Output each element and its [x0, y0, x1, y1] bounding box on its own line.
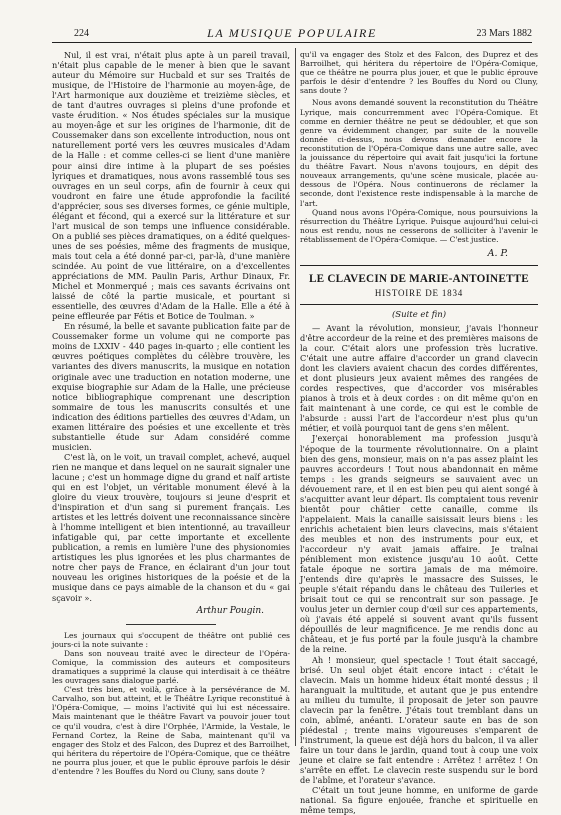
article-subtitle: HISTOIRE DE 1834	[374, 287, 464, 298]
paragraph: C'est là, on le voit, un travail complet, achevé, auquel rien ne manque et dans lequel on ne saurait signaler une lacune ; c'est un hommage digne du grand et naïf artiste qui en est l'objet, un véritable monument élevé à la gloire du vieux trouvère, toujours si jeune d'esprit et d'inspiration et d'un sang si purement français. Les artistes et les lettrés doivent une reconnaissance sincère à l'homme intelligent et bien intentionné, au travailleur infatigable qui, par cette importante et excellente publication, a remis en lumière l'une des physionomies artistiques les plus ignorées et les plus charmantes de notre cher pays de France, en éclairant d'un jour tout nouveau les origines historiques de la poésie et de la musique dans ce pays aimable de la chanson et du « gai sçavoir ».	[52, 451, 290, 603]
notice-paragraph: C'est très bien, et voilà, grâce à la persévérance de M. Carvalho, son but atteint, et le Théâtre Lyrique reconstitué à l'Opéra-Comique, — moins l'activité qui lui est nécessaire. Mais maintenant que le théâtre Favart va pouvoir jouer tout ce qu'il voudra, c'est à dire l'Orphée, l'Armide, la Vestale, le Fernand Cortez, la Reine de Saba, maintenant qu'il va engager des Stolz et des Falcon, des Duprez et des Barroilhet, qui héritera du répertoire de l'Opéra-Comique, que ce théâtre ne pourra plus jouer, et que le public éprouve parfois le désir d'entendre ? les Bouffes du Nord ou Cluny, sans doute ?	[52, 685, 290, 776]
article-paragraph: Ah ! monsieur, quel spectacle ! Tout était saccagé, brisé. Un seul objet était encore intact : c'était le clavecin. Mais un homme hideux était monté dessus ; il haranguait la multitude, et autant que je pus entendre au milieu du tumulte, il proposait de jeter son pauvre clavecin par la fenêtre. J'étais tout tremblant dans un coin, abîmé, anéanti. L'orateur saute en bas de son piédestal ; trente mains vigoureuses s'emparent de l'instrument, la queue est déjà hors du balcon, il va aller faire un tour dans le jardin, quand tout à coup une voix jeune et claire se fait entendre : Arrêtez ! arrêtez ! On s'arrête en effet. Le clavecin reste suspendu sur le bord de l'abîme, et l'orateur s'avance.	[300, 654, 538, 786]
journal-title: LA MUSIQUE POPULAIRE	[207, 26, 377, 40]
notice-intro: Les journaux qui s'occupent de théâtre ont publié ces jours-ci la note suivante :	[52, 630, 290, 649]
article-heading	[300, 265, 538, 305]
notice-paragraph: Quand nous avons l'Opéra-Comique, nous poursuivions la résurrection du Théâtre Lyrique. Puisque aujourd'hui celui-ci nous est rendu, nous ne cesserons de solliciter à l'avenir le rétablissement de l'Opéra-Comique. — C'est justice.	[300, 207, 538, 244]
page-number: 224	[74, 28, 89, 39]
author-signature: Arthur Pougin.	[196, 605, 264, 616]
left-column	[52, 50, 290, 776]
paragraph: Nul, il est vrai, n'était plus apte à un pareil travail, n'était plus capable de le mener à bien que le savant auteur du Mémoire sur Hucbald et sur ses Traités de musique, de l'Histoire de l'harmonie au moyen-âge, de l'Art harmonique aux douzième et treizième siècles, et de tant d'autres ouvrages si pleins d'une profonde et vaste érudition. « Nos études spéciales sur la musique au moyen-âge et sur les origines de l'harmonie, dit de Coussemaker dans son excellente introduction, nous ont naturellement porté vers les œuvres musicales d'Adam de la Halle : et comme celles-ci se lient d'une manière pour ainsi dire intime à la plupart de ses poésies lyriques et dramatiques, nous avons rassemblé tous ses ouvrages en un seul corps, afin de fournir à ceux qui voudront en faire une étude approfondie la facilité d'apprécier, sous ses diverses formes, ce génie multiple, élégant et fécond, qui a exercé sur la littérature et sur l'art musical de son temps une influence considérable. On a publié ses pièces dramatiques, on a édité quelques-unes de ses poésies, même des fragments de musique, mais tout cela a été donné par-ci, par-là, d'une manière scindée. Au point de vue littéraire, on a d'excellentes appréciations de MM. Paulin Paris, Arthur Dinaux, Fr. Michel et Monmerqué ; mais ces savants écrivains ont laissé de côté la partie musicale, et pourtant si essentielle, des œuvres d'Adam de la Halle. Elle a été à peine effleurée par Fétis et Botice de Toulman. »	[52, 50, 290, 322]
notice-paragraph: Dans son nouveau traité avec le directeur de l'Opéra-Comique, la commission des auteurs et compositeurs dramatiques a supprimé la clause qui interdisait à ce théâtre les ouvrages sans dialogue parlé.	[52, 648, 290, 686]
section-divider	[126, 624, 216, 625]
author-initials: A. P.	[487, 247, 508, 259]
right-column	[300, 50, 538, 815]
paragraph: En résumé, la belle et savante publication faite par de Coussemaker forme un volume qui ne comporte pas moins de LXXIV - 440 pages in-quarto ; elle contient les œuvres poétiques complètes du célèbre trouvère, les variantes des divers manuscrits, la musique en notation originale avec une traduction en notation moderne, une exquise biographie sur Adam de la Halle, une précieuse notice bibliographique comprenant une description sommaire de tous les manuscrits consultés et une indication des éditions partielles des œuvres d'Adam, un examen littéraire des poésies et une excellente et très substantielle étude sur Adam considéré comme musicien.	[52, 321, 290, 452]
article-paragraph: — Avant la révolution, monsieur, j'avais l'honneur d'être accordeur de la reine et des premières maisons de la cour. C'était alors une profession très lucrative. C'était une autre affaire d'accorder un grand clavecin dont les claviers avaient chacun des cordes différentes, et dont plusieurs jeux avaient mêmes des rangées de cordes respectives, que d'accorder vos misérables pianos à trois et à deux cordes : on dit même qu'on en fait maintenant à une corde, ce qui est le comble de l'absurde : aussi l'art de l'accordeur n'est plus qu'un métier, et voilà pourquoi tant de gens s'en mêlent.	[300, 322, 538, 434]
page-header	[52, 26, 532, 42]
header-rule	[52, 42, 532, 43]
column-divider	[295, 48, 296, 746]
article-paragraph: C'était un tout jeune homme, en uniforme de garde national. Sa figure enjouée, franche et spirituelle en même temps,	[300, 785, 538, 815]
notice-paragraph: Nous avons demandé souvent la reconstitution du Théâtre Lyrique, mais concurremment avec l'Opéra-Comique. Et comme en dernier théâtre ne peut se dédoubler, et que son genre va évidemment changer, par suite de la nouvelle donnée ci-dessus, nous devons demander encore la reconstitution de l'Opéra-Comique dans une autre salle, avec la jouissance du répertoire qui avait fait jusqu'ici la fortune du théâtre Favart. Nous n'avons toujours, en dépit des nouveaux arrangements, qu'une scène musicale, placée au-dessous de l'Opéra. Nous continuerons de réclamer la seconde, dont l'existence reste indispensable à la marche de l'art.	[300, 98, 538, 208]
issue-date: 23 Mars 1882	[476, 28, 532, 39]
notice-continuation: qu'il va engager des Stolz et des Falcon, des Duprez et des Barroilhet, qui héritera du répertoire de l'Opéra-Comique, que ce théâtre ne pourra plus jouer, et que le public éprouve parfois le désir d'entendre ? les Bouffes du Nord ou Cluny, sans doute ?	[300, 50, 538, 96]
newspaper-page	[52, 26, 538, 815]
continuation-note: (Suite et fin)	[391, 309, 447, 320]
article-paragraph: J'exerçai honorablement ma profession jusqu'à l'époque de la tourmente révolutionnaire. On a plaint bien des gens, monsieur, mais on n'a pas assez plaint les pauvres accordeurs ! Tout nous abandonnait en même temps : les grands seigneurs se sauvaient avec un dévouement rare, et il en est bien peu qui aient songé à s'acquitter avant leur départ. Ils comptaient tous revenir bientôt pour châtier cette canaille, comme ils l'appelaient. Mais la canaille saisissait leurs biens : les enrichis achetaient bien leurs clavecins, mais s'étaient des meubles et non des instruments pour eux, et l'accordeur n'y avait jamais affaire. Je traînai péniblement mon existence jusqu'au 10 août. Cette fatale époque ne sortira jamais de ma mémoire. J'entends dire qu'après le massacre des Suisses, le peuple s'était répandu dans le château des Tuileries et brisait tout ce qui se rencontrait sur son passage. Je voulus jeter un dernier coup d'œil sur ces appartements, où j'avais été appelé si souvent avant qu'ils fussent dépouillés de leur magnificence. Je me rendis donc au château, et je fus porté par la foule jusqu'à la chambre de la reine.	[300, 433, 538, 655]
article-title: LE CLAVECIN DE MARIE-ANTOINETTE	[309, 272, 529, 285]
